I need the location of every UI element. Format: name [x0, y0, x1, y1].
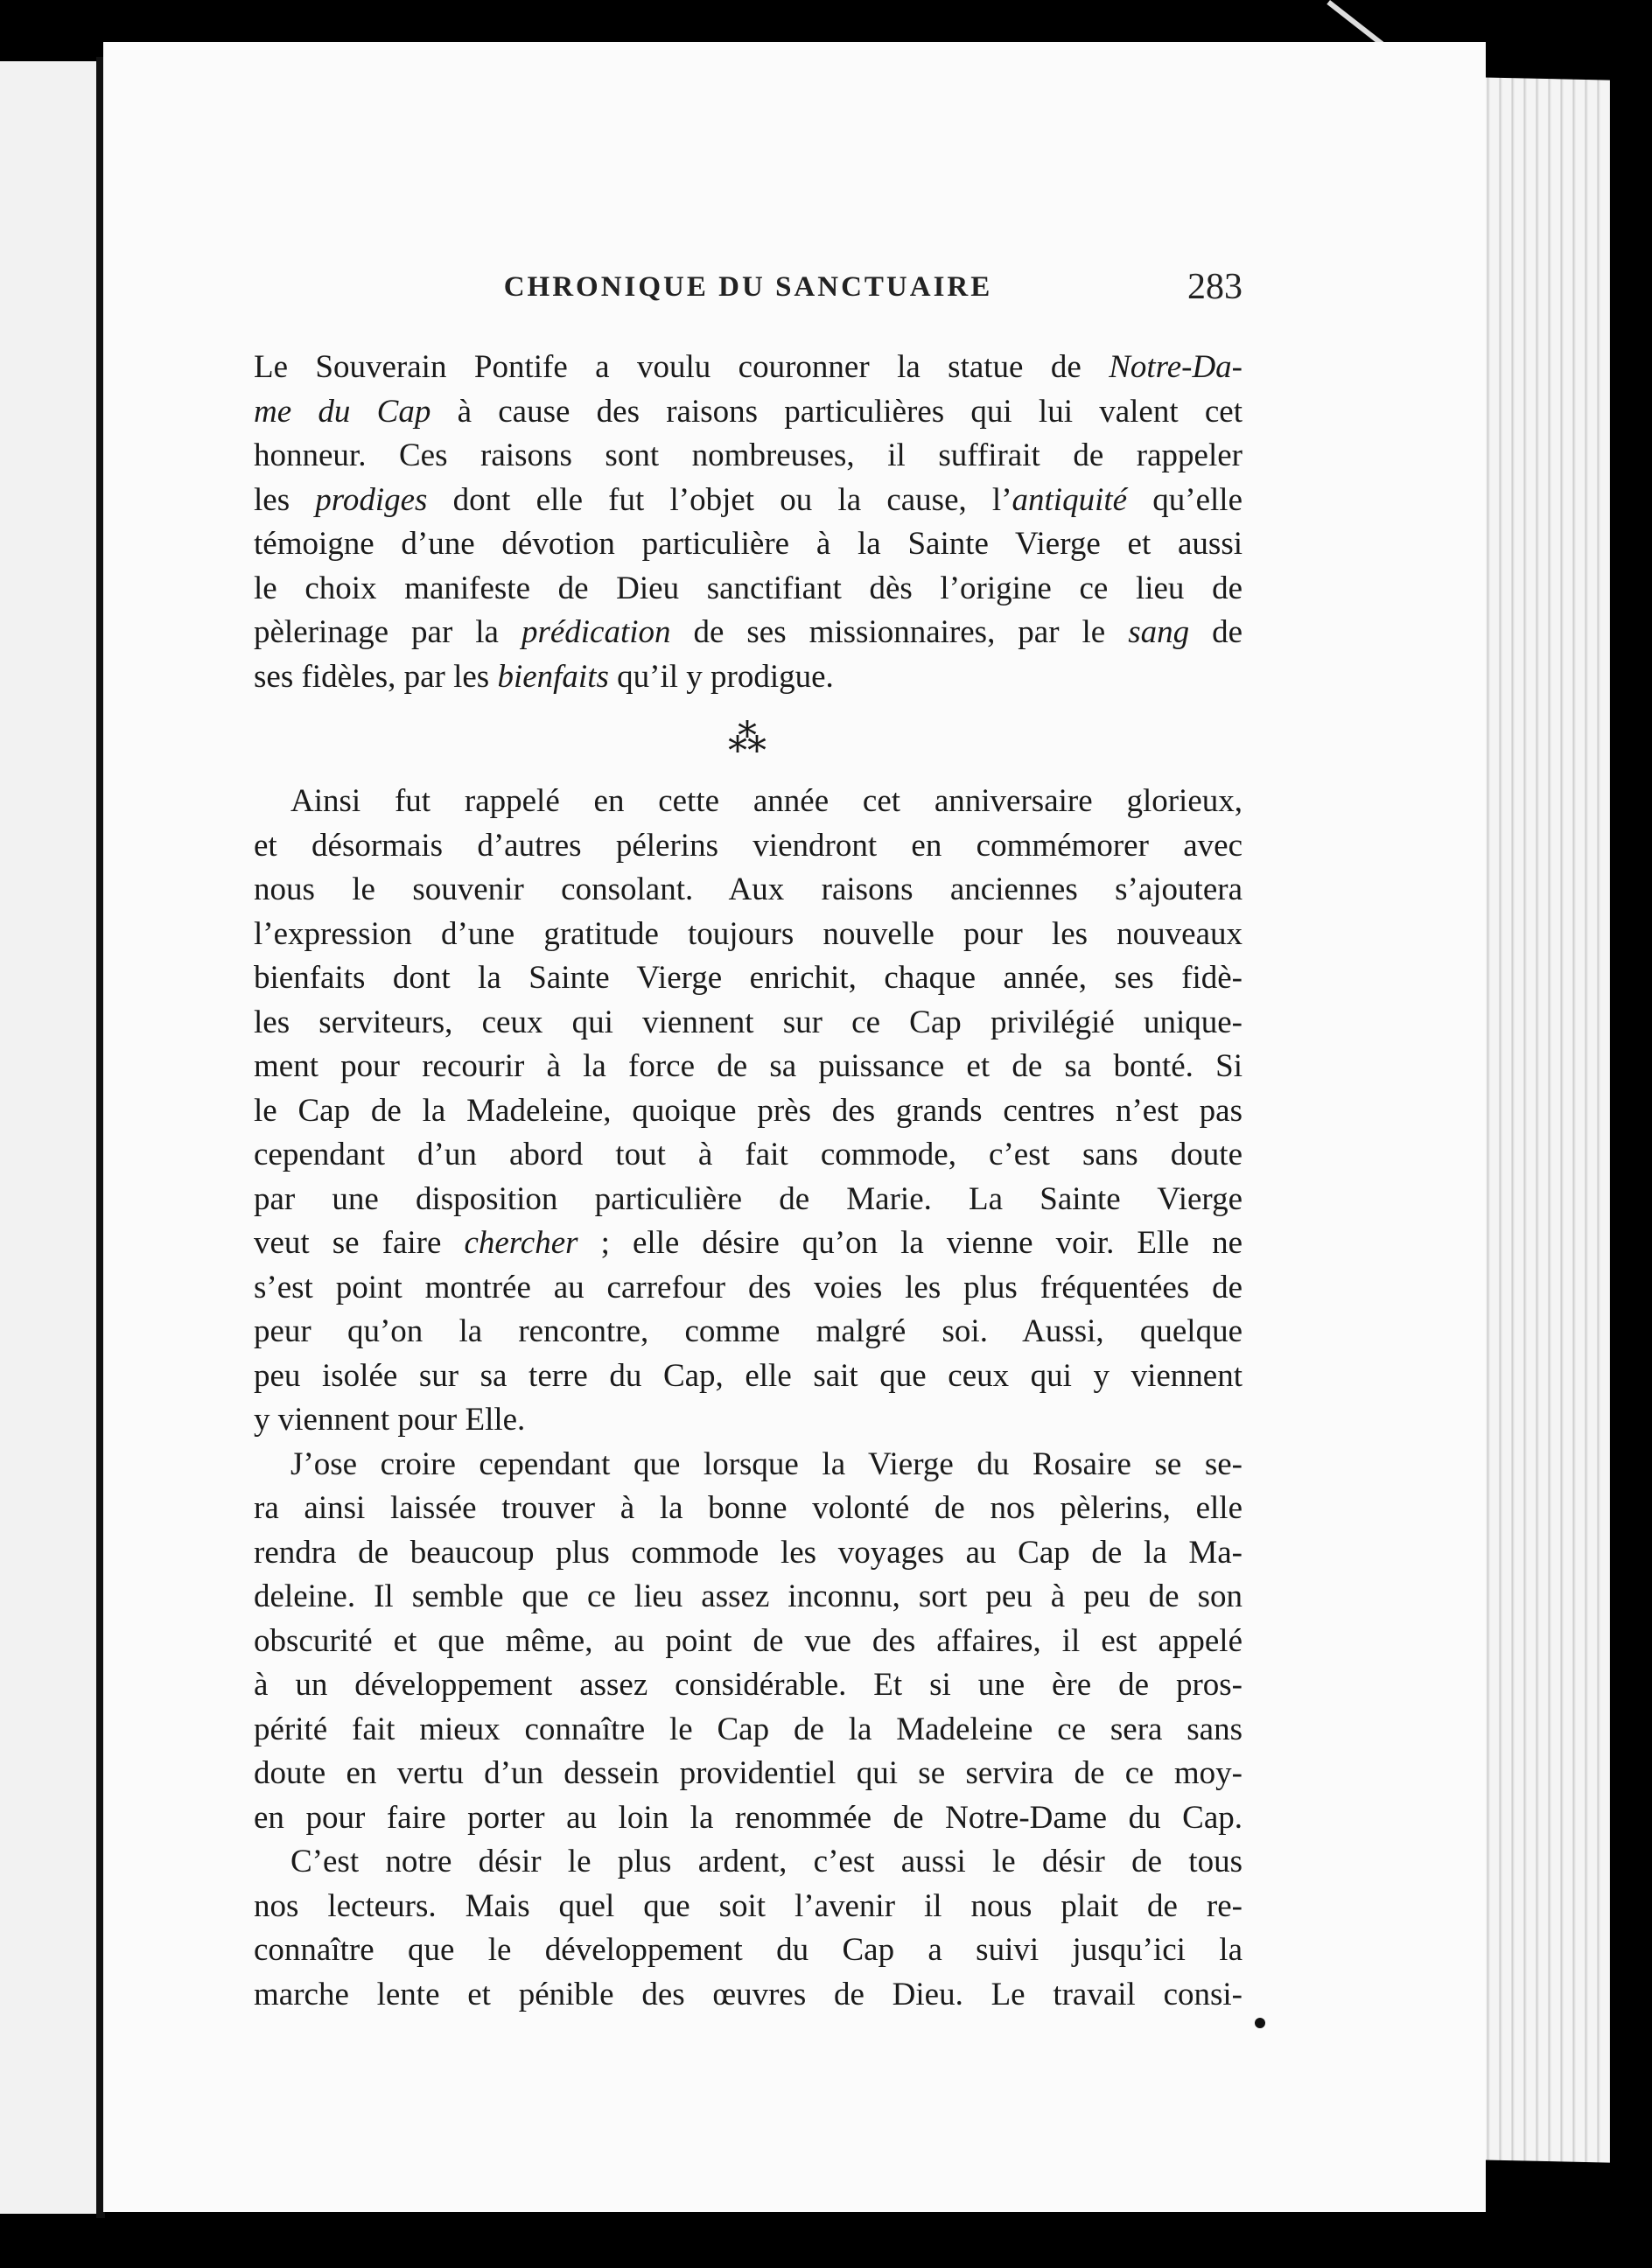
text-run: le choix manifeste de Dieu sanctifiant dès l’origine ce lieu de	[254, 570, 1242, 606]
text-run: périté fait mieux connaître le Cap de la Madeleine ce sera sans	[254, 1711, 1242, 1747]
text-line	[254, 1796, 1242, 1841]
asterism-separator: ⁂	[728, 718, 768, 760]
text-run: nos lecteurs. Mais quel que soit l’avenir il nous plait de re-	[254, 1887, 1242, 1924]
text-line	[254, 346, 1242, 390]
text-line	[254, 1133, 1242, 1178]
text-run: dont elle fut l’objet ou la cause, l’	[427, 481, 1012, 518]
text-run: par une disposition particulière de Marie. La Sainte Vierge	[254, 1180, 1242, 1217]
text-run: ; elle désire qu’on la vienne voir. Elle ne	[578, 1225, 1242, 1261]
text-run: de	[1189, 614, 1242, 650]
text-run: le Cap de la Madeleine, quoique près des grands centres n’est pas	[254, 1092, 1242, 1129]
text-run: de ses missionnaires, par le	[670, 614, 1129, 650]
text-run: bienfaits dont la Sainte Vierge enrichit, chaque année, ses fidè-	[254, 960, 1242, 996]
text-line	[254, 390, 1242, 435]
text-line	[254, 1222, 1242, 1266]
text-run: honneur. Ces raisons sont nombreuses, il suffirait de rappeler	[254, 438, 1242, 473]
text-line	[254, 1531, 1242, 1576]
body-text	[254, 346, 1242, 2017]
text-run: doute en vertu d’un dessein providentiel qui se servira de ce moy-	[254, 1755, 1242, 1791]
text-line	[254, 1089, 1242, 1134]
text-line	[254, 1487, 1242, 1531]
page-stack-edges	[1479, 77, 1610, 2162]
italic-text-run: Notre-Da-	[1109, 349, 1242, 385]
text-line	[254, 868, 1242, 913]
text-run: marche lente et pénible des œuvres de Dieu. Le travail consi-	[254, 1976, 1242, 2012]
text-line	[254, 780, 1242, 824]
text-run: qu’il y prodigue.	[608, 658, 834, 695]
italic-text-run: prodiges	[315, 481, 428, 518]
text-line	[254, 611, 1242, 655]
italic-text-run: me du Cap	[254, 393, 431, 430]
text-run: Ainsi fut rappelé en cette année cet anniversaire glorieux,	[290, 783, 1242, 819]
text-run: qu’elle	[1127, 481, 1242, 518]
margin-dot	[1255, 2018, 1265, 2028]
text-run: C’est notre désir le plus ardent, c’est aussi le désir de tous	[290, 1844, 1242, 1880]
text-line	[254, 1620, 1242, 1664]
text-line	[254, 956, 1242, 1001]
text-run: cependant d’un abord tout à fait commode, c’est sans doute	[254, 1137, 1242, 1172]
text-run: ra ainsi laissée trouver à la bonne volonté de nos pèlerins, elle	[254, 1490, 1242, 1526]
text-run: nous le souvenir consolant. Aux raisons anciennes s’ajoutera	[254, 872, 1242, 907]
paragraph-2	[254, 780, 1242, 1443]
running-title: CHRONIQUE DU SANCTUAIRE	[503, 271, 993, 303]
text-run: à un développement assez considérable. Et si une ère de pros-	[254, 1667, 1242, 1703]
text-line	[254, 522, 1242, 567]
page-number: 283	[1187, 267, 1242, 307]
text-run: veut se faire	[254, 1225, 465, 1261]
text-line	[254, 567, 1242, 612]
text-run: peur qu’on la rencontre, comme malgré soi. Aussi, quelque	[254, 1313, 1242, 1349]
text-line	[254, 1708, 1242, 1753]
text-line	[254, 1266, 1242, 1311]
text-run: les	[254, 481, 316, 518]
text-line	[254, 1973, 1242, 2018]
text-run: ses fidèles, par les	[254, 658, 498, 695]
text-line	[254, 655, 1242, 700]
paragraph-1	[254, 346, 1242, 699]
text-run: pèlerinage par la	[254, 614, 522, 650]
text-run: rendra de beaucoup plus commode les voyages au Cap de la Ma-	[254, 1534, 1242, 1571]
text-run: en pour faire porter au loin la renommée de Notre-Dame du Cap.	[254, 1799, 1242, 1836]
text-line	[254, 913, 1242, 957]
text-run: à cause des raisons particulières qui lui valent cet	[430, 393, 1242, 430]
text-line	[254, 824, 1242, 869]
text-line	[254, 479, 1242, 523]
italic-text-run: sang	[1128, 614, 1190, 650]
text-run: ment pour recourir à la force de sa puissance et de sa bonté. Si	[254, 1048, 1242, 1084]
text-line	[254, 1752, 1242, 1796]
text-line	[254, 1001, 1242, 1046]
facing-page-edge	[0, 61, 96, 2214]
text-line	[254, 1310, 1242, 1354]
running-header	[254, 267, 1242, 324]
text-run: témoigne d’une dévotion particulière à la Sainte Vierge et aussi	[254, 526, 1242, 562]
text-line	[254, 1840, 1242, 1885]
paragraph-4	[254, 1840, 1242, 2017]
text-line	[254, 1398, 1242, 1443]
text-run: J’ose croire cependant que lorsque la Vierge du Rosaire se se-	[290, 1446, 1242, 1482]
italic-text-run: prédication	[521, 614, 671, 650]
text-run: y viennent pour Elle.	[254, 1402, 526, 1438]
text-line	[254, 1045, 1242, 1089]
paragraph-3	[254, 1443, 1242, 1841]
text-run: deleine. Il semble que ce lieu assez inconnu, sort peu à peu de son	[254, 1578, 1242, 1614]
text-line	[254, 1928, 1242, 1973]
italic-text-run: bienfaits	[497, 658, 609, 695]
text-run: et désormais d’autres pélerins viendront en commémorer avec	[254, 827, 1242, 864]
text-run: Le Souverain Pontife a voulu couronner la statue de	[254, 349, 1110, 385]
italic-text-run: antiquité	[1012, 481, 1128, 518]
text-line	[254, 434, 1242, 479]
text-line	[254, 1663, 1242, 1708]
text-run: peu isolée sur sa terre du Cap, elle sait que ceux qui y viennent	[254, 1357, 1242, 1394]
text-line	[254, 1885, 1242, 1929]
text-run: s’est point montrée au carrefour des voies les plus fréquentées de	[254, 1269, 1242, 1306]
text-line	[254, 1354, 1242, 1399]
italic-text-run: chercher	[464, 1225, 578, 1261]
text-line	[254, 1443, 1242, 1488]
text-run: obscurité et que même, au point de vue des affaires, il est appelé	[254, 1622, 1242, 1659]
text-run: l’expression d’une gratitude toujours nouvelle pour les nouveaux	[254, 915, 1242, 952]
text-run: les serviteurs, ceux qui viennent sur ce Cap privilégié unique-	[254, 1004, 1242, 1040]
text-line	[254, 1575, 1242, 1620]
text-line	[254, 1178, 1242, 1222]
text-run: connaître que le développement du Cap a suivi jusqu’ici la	[254, 1932, 1242, 1968]
